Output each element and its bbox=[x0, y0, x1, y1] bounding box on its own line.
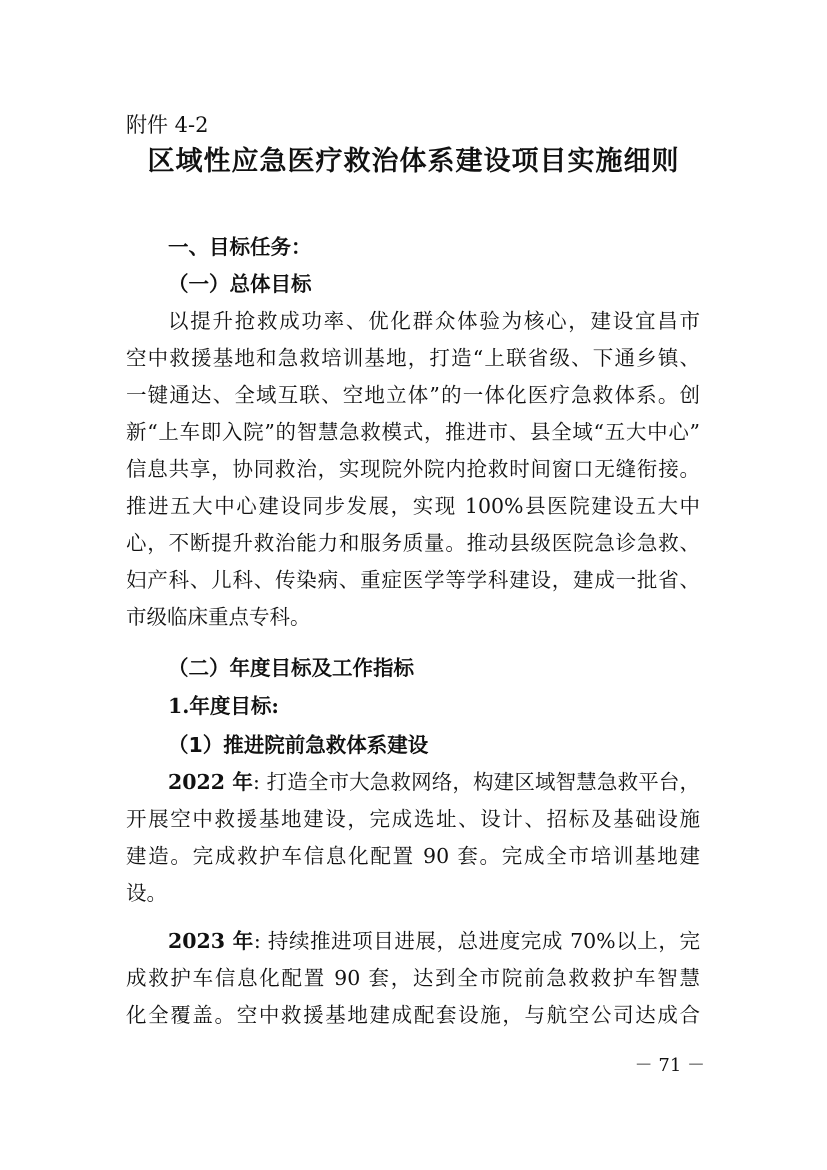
subsection-heading-annual: （二）年度目标及工作指标 bbox=[168, 656, 414, 680]
paragraph-line: 市级临床重点专科。 bbox=[126, 605, 311, 629]
section-heading-targets: 一、目标任务： bbox=[168, 235, 312, 259]
year-2022-first-line bbox=[168, 764, 700, 801]
page-number: － 71 － bbox=[634, 1055, 705, 1076]
paragraph-line: 一键通达、全域互联、空地立体”的一体化医疗急救体系。创 bbox=[126, 383, 700, 407]
paragraph-line: 开展空中救援基地建设，完成选址、设计、招标及基础设施 bbox=[126, 807, 700, 831]
year-2023-label: 2023 年 bbox=[168, 929, 254, 953]
year-2023-first-line bbox=[168, 923, 700, 960]
annual-targets-heading: 1.年度目标: bbox=[168, 694, 279, 718]
paragraph-line: 心，不断提升救治能力和服务质量。推动县级医院急诊急救、 bbox=[126, 531, 700, 555]
subsection-heading-overall: （一）总体目标 bbox=[168, 272, 312, 296]
paragraph-line: 推进五大中心建设同步发展，实现 100%县医院建设五大中 bbox=[126, 494, 700, 518]
paragraph-line: 设。 bbox=[126, 881, 167, 905]
year-2023-text: : 持续推进项目进展，总进度完成 70%以上，完 bbox=[253, 929, 700, 953]
prehospital-heading: （1）推进院前急救体系建设 bbox=[168, 733, 429, 757]
paragraph-line: 成救护车信息化配置 90 套，达到全市院前急救救护车智慧 bbox=[126, 966, 700, 990]
document-title: 区域性应急医疗救治体系建设项目实施细则 bbox=[147, 146, 680, 177]
annex-label: 附件 4-2 bbox=[126, 113, 209, 137]
paragraph-line: 妇产科、儿科、传染病、重症医学等学科建设，建成一批省、 bbox=[126, 568, 700, 592]
paragraph-line: 空中救援基地和急救培训基地，打造“上联省级、下通乡镇、 bbox=[126, 346, 700, 370]
paragraph-line: 建造。完成救护车信息化配置 90 套。完成全市培训基地建 bbox=[126, 844, 700, 868]
paragraph-line: 化全覆盖。空中救援基地建成配套设施，与航空公司达成合 bbox=[126, 1003, 700, 1027]
paragraph-line: 新“上车即入院”的智慧急救模式，推进市、县全域“五大中心” bbox=[126, 420, 700, 444]
year-2022-text: : 打造全市大急救网络，构建区域智慧急救平台， bbox=[253, 770, 700, 794]
year-2022-label: 2022 年 bbox=[168, 770, 253, 794]
paragraph-line: 以提升抢救成功率、优化群众体验为核心，建设宜昌市 bbox=[168, 309, 700, 333]
paragraph-line: 信息共享，协同救治，实现院外院内抢救时间窗口无缝衔接。 bbox=[126, 457, 700, 481]
